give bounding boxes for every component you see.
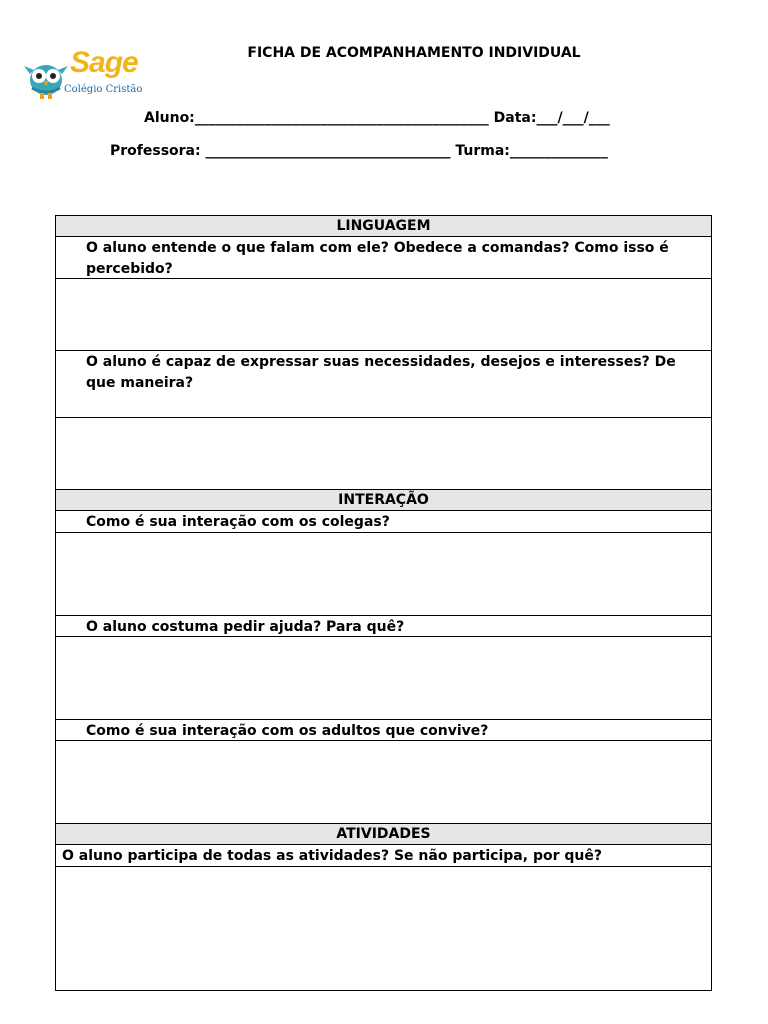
brand-name: Sage (70, 46, 138, 79)
question-interacao-3: Como é sua interação com os adultos que convive? (56, 720, 711, 741)
answer-box[interactable] (56, 637, 711, 720)
student-date-field[interactable]: Aluno:__________________________________________ Data:___/___/___ (144, 110, 610, 126)
question-interacao-1: Como é sua interação com os colegas? (56, 511, 711, 533)
question-linguagem-2: O aluno é capaz de expressar suas necessidades, desejos e interesses? De que maneira? (56, 351, 711, 418)
assessment-form (55, 215, 712, 991)
section-header-interacao: INTERAÇÃO (56, 490, 711, 511)
answer-box[interactable] (56, 867, 711, 991)
section-header-linguagem: LINGUAGEM (56, 216, 711, 237)
answer-box[interactable] (56, 279, 711, 351)
section-header-atividades: ATIVIDADES (56, 824, 711, 845)
question-linguagem-1: O aluno entende o que falam com ele? Obedece a comandas? Como isso é percebido? (56, 237, 711, 279)
page-title: FICHA DE ACOMPANHAMENTO INDIVIDUAL (247, 45, 581, 61)
answer-box[interactable] (56, 741, 711, 824)
question-atividades-1: O aluno participa de todas as atividades? Se não participa, por quê? (56, 845, 711, 867)
brand-subtitle: Colégio Cristão (64, 84, 143, 95)
answer-box[interactable] (56, 533, 711, 616)
question-interacao-2: O aluno costuma pedir ajuda? Para quê? (56, 616, 711, 637)
answer-box[interactable] (56, 418, 711, 490)
teacher-class-field[interactable]: Professora: ___________________________________ Turma:______________ (110, 143, 608, 159)
